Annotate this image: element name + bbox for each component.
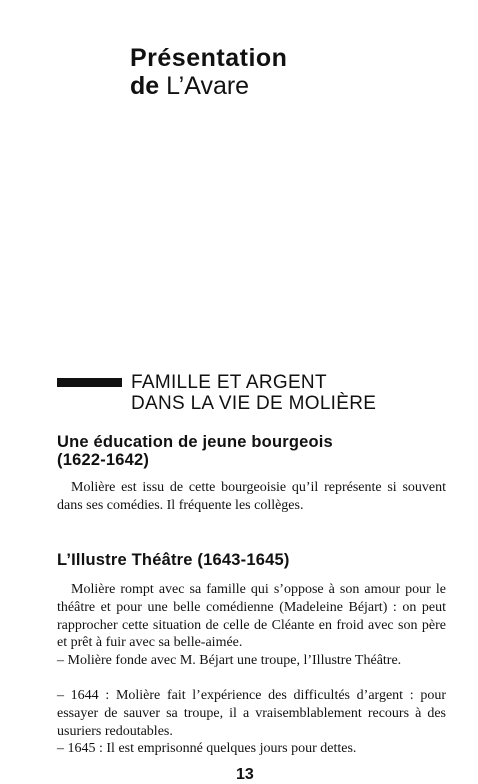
title-main: Présentation [130,44,288,72]
section-heading-education [57,433,333,469]
chapter-marker-bar [57,378,122,387]
paragraph-education: Molière est issu de cette bourgeoisie qu’il représente si souvent dans ses comédies. Il fréquente les collèges. [57,480,446,513]
chapter-title-line-2: DANS LA VIE DE MOLIÈRE [131,393,377,414]
paragraph-1645: – 1645 : Il est emprisonné quelques jours pour dettes. [57,741,357,756]
title-subtitle [130,74,287,99]
paragraph-1644: – 1644 : Molière fait l’expérience des difficultés d’argent : pour essayer de sauver sa troupe, il a vraisemblablement recours à des usuriers redoutables. [57,688,446,739]
section-heading-line-2: (1622-1642) [57,451,150,469]
paragraph-theatre-intro: Molière rompt avec sa famille qui s’oppose à son amour pour le théâtre et pour une belle comédienne (Madeleine Béjart) : on peut rapprocher cette situation de celle de Cléante en froid avec son père et prêt à fuir avec sa belle-aimée. [57,582,446,651]
page-number: 13 [236,766,254,783]
title-work: L’Avare [166,72,250,100]
title-prefix: de [130,72,160,100]
section-heading-illustre-theatre: L’Illustre Théâtre (1643-1645) [57,551,290,569]
page-title [130,46,287,99]
paragraph-troupe: – Molière fonde avec M. Béjart une troupe, l’Illustre Théâtre. [57,653,402,668]
chapter-title [131,372,376,414]
section-heading-line-1: Une éducation de jeune bourgeois [57,433,333,451]
chapter-title-line-1: FAMILLE ET ARGENT [131,372,327,393]
